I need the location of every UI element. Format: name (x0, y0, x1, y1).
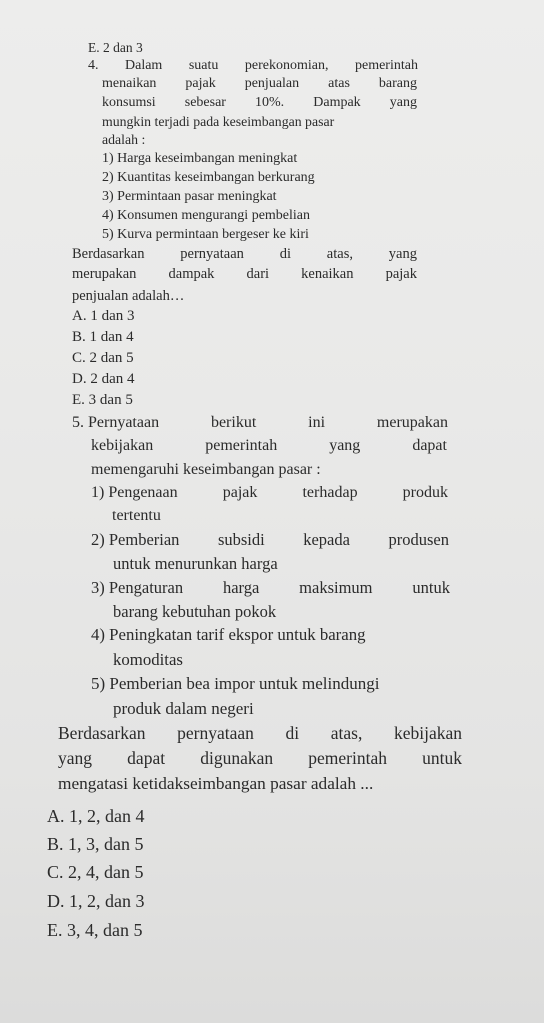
q5-stem-word: pemerintah (205, 437, 278, 454)
q4-question-word: merupakan (72, 266, 137, 282)
q5-question-line-1 (58, 723, 462, 744)
q4-stem-word: barang (378, 76, 417, 91)
q4-stem-word: yang (389, 95, 417, 110)
q4-stem-line-5: adalah : (102, 132, 146, 147)
q4-question-line-1 (72, 246, 417, 263)
q4-statement-4: 4) Konsumen mengurangi pembelian (102, 208, 311, 223)
q4-question-word: yang (388, 246, 417, 262)
q5-option-b: B. 1, 3, dan 5 (47, 834, 144, 854)
q4-stem-word: pemerintah (354, 58, 418, 73)
q5-stem-word: dapat (412, 437, 447, 454)
q5-statement-word: kepada (303, 530, 350, 549)
q5-statement-5-line-2: produk dalam negeri (113, 699, 254, 718)
q5-statement-word: 1) Pengenaan (91, 484, 178, 501)
q4-question-word: atas, (326, 246, 353, 262)
q5-statement-4-line-2: komoditas (113, 650, 183, 669)
q5-statement-word: harga (222, 578, 260, 597)
q4-option-b: B. 1 dan 4 (72, 329, 134, 345)
q4-stem-word: atas (328, 76, 350, 91)
q4-stem-word: 10%. (255, 95, 285, 110)
q4-option-c: C. 2 dan 5 (72, 350, 134, 366)
q4-statement-5: 5) Kurva permintaan bergeser ke kiri (102, 227, 309, 242)
q5-statement-4-line-1: 4) Peningkatan tarif ekspor untuk barang (91, 625, 366, 644)
q4-stem-word: perekonomian, (244, 58, 329, 73)
q4-stem-word: suatu (188, 58, 219, 73)
q4-question-word: pajak (385, 266, 417, 282)
q4-stem-line-1 (88, 58, 418, 74)
prev-option-e: E. 2 dan 3 (88, 40, 143, 55)
q5-question-word: kebijakan (393, 723, 462, 743)
q4-option-a: A. 1 dan 3 (72, 308, 135, 324)
q4-stem-word: 4. (88, 58, 99, 73)
q4-stem-word: penjualan (244, 76, 300, 91)
q4-question-line-3: penjualan adalah… (72, 288, 185, 304)
q4-question-word: pernyataan (180, 246, 244, 262)
q5-question-word: pernyataan (177, 723, 254, 743)
q5-statement-1-line-1 (91, 484, 448, 502)
q5-option-a: A. 1, 2, dan 4 (47, 806, 145, 826)
q4-question-line-2 (72, 266, 417, 283)
q5-statement-word: pajak (222, 484, 258, 501)
q5-statement-5-line-1: 5) Pemberian bea impor untuk melindungi (91, 674, 380, 693)
q5-option-d: D. 1, 2, dan 3 (47, 891, 145, 911)
q5-statement-3-line-1 (91, 578, 450, 598)
q5-question-word: Berdasarkan (58, 723, 146, 743)
q5-option-c: C. 2, 4, dan 5 (47, 862, 144, 882)
q4-stem-word: konsumsi (102, 95, 156, 110)
q4-stem-word: pajak (185, 76, 216, 91)
q4-question-word: kenaikan (301, 266, 354, 282)
q4-stem-line-3 (102, 95, 417, 111)
q5-question-word: untuk (422, 748, 462, 768)
q4-stem-word: Dampak (313, 95, 361, 110)
q4-question-word: dampak (168, 266, 215, 282)
q5-statement-1-line-2: tertentu (112, 507, 161, 524)
q5-question-word: atas, (330, 723, 363, 743)
q4-statement-2: 2) Kuantitas keseimbangan berkurang (102, 170, 315, 185)
q5-statement-word: subsidi (217, 530, 265, 549)
q5-question-line-2 (58, 748, 462, 769)
q5-stem-word: 5. Pernyataan (72, 414, 160, 431)
q5-statement-word: 2) Pemberian (91, 530, 180, 549)
q5-statement-2-line-1 (91, 530, 449, 550)
q5-statement-word: produsen (388, 530, 449, 549)
q5-stem-line-2 (91, 437, 447, 455)
q5-stem-line-1 (72, 414, 448, 432)
q5-statement-word: terhadap (302, 484, 358, 501)
q5-stem-word: kebijakan (91, 437, 154, 454)
q4-question-word: Berdasarkan (72, 246, 145, 262)
q5-question-word: di (285, 723, 300, 743)
q4-stem-word: sebesar (184, 95, 226, 110)
q4-question-word: dari (246, 266, 270, 282)
q4-option-e: E. 3 dan 5 (72, 392, 133, 408)
q4-statement-3: 3) Permintaan pasar meningkat (102, 189, 277, 204)
q4-statement-1: 1) Harga keseimbangan meningkat (102, 151, 298, 166)
q5-statement-3-line-2: barang kebutuhan pokok (113, 602, 277, 621)
q5-option-e: E. 3, 4, dan 5 (47, 920, 143, 940)
q4-stem-word: Dalam (125, 58, 163, 73)
q5-stem-line-3: memengaruhi keseimbangan pasar : (91, 461, 321, 478)
q5-question-word: digunakan (200, 748, 274, 768)
q5-question-word: dapat (127, 748, 166, 768)
q5-stem-word: ini (308, 414, 326, 431)
q5-statement-word: untuk (412, 578, 450, 597)
q5-question-line-3: mengatasi ketidakseimbangan pasar adalah ... (58, 774, 374, 793)
q5-statement-word: maksimum (299, 578, 373, 597)
q4-stem-line-2 (102, 76, 417, 92)
q5-stem-word: merupakan (376, 414, 448, 431)
q5-stem-word: yang (329, 437, 361, 454)
q4-option-d: D. 2 dan 4 (72, 371, 135, 387)
q5-question-word: pemerintah (308, 748, 387, 768)
q4-stem-line-4: mungkin terjadi pada keseimbangan pasar (102, 114, 335, 129)
q4-stem-word: menaikan (102, 76, 157, 91)
q5-statement-2-line-2: untuk menurunkan harga (113, 554, 278, 573)
q5-statement-word: 3) Pengaturan (91, 578, 184, 597)
q5-question-word: yang (58, 748, 93, 768)
q5-stem-word: berikut (210, 414, 257, 431)
q5-statement-word: produk (402, 484, 448, 501)
q4-question-word: di (279, 246, 291, 262)
